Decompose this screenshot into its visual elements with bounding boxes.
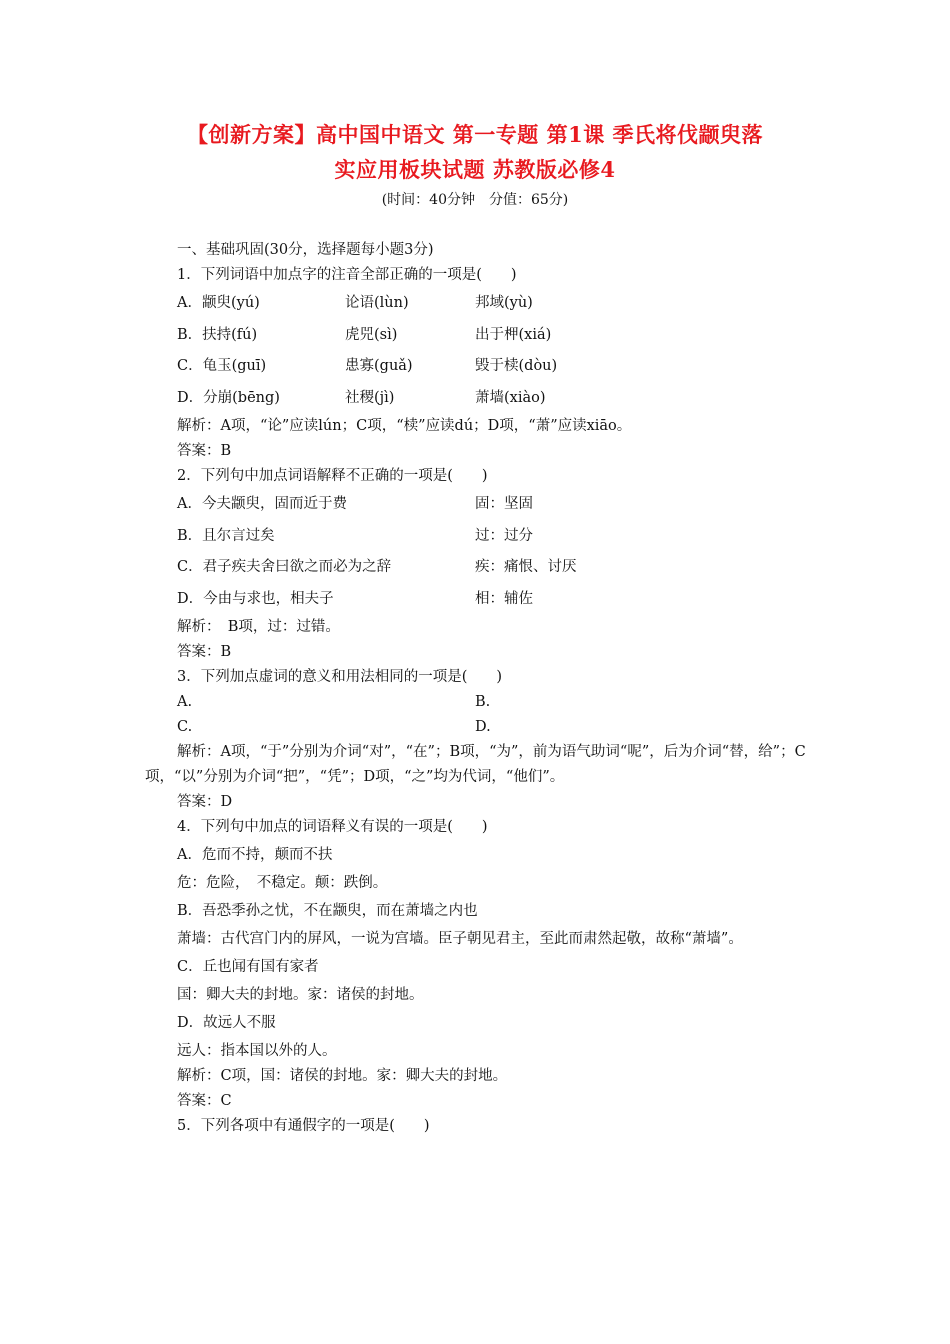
q2-option-a xyxy=(145,489,810,521)
q1-stem: 1．下列词语中加点字的注音全部正确的一项是( ) xyxy=(177,267,517,283)
q2-c-gloss: 疾：痛恨、讨厌 xyxy=(475,559,577,575)
q1-b-2: 虎兕(sì) xyxy=(345,326,398,343)
q3-option-b: B. xyxy=(475,694,491,710)
q3-stem: 3．下列加点虚词的意义和用法相同的一项是( ) xyxy=(177,669,503,685)
q1-analysis: 解析：A项，“论”应读lún；C项，“椟”应读dú；D项，“萧”应读xiāo。 xyxy=(177,418,632,434)
q1-c-3: 毁于椟(dòu) xyxy=(475,358,558,374)
q3-answer: 答案：D xyxy=(177,794,233,810)
q3-option-d: D. xyxy=(475,719,491,735)
q2-a-sentence: A．今夫颛臾，固而近于费 xyxy=(177,496,347,512)
q4-analysis: 解析：C项，国：诸侯的封地。家：卿大夫的封地。 xyxy=(177,1068,508,1084)
q4-option-d: D．故远人不服 xyxy=(177,1015,276,1031)
q4-option-c-note: 国：卿大夫的封地。家：诸侯的封地。 xyxy=(177,987,424,1003)
question-body xyxy=(145,238,810,1139)
q1-option-a xyxy=(145,288,810,320)
q2-d-sentence: D．今由与求也，相夫子 xyxy=(177,590,334,607)
q2-c-sentence: C．君子疾夫舍曰欲之而必为之辞 xyxy=(177,559,392,575)
q1-option-c xyxy=(145,351,810,383)
q2-b-sentence: B．且尔言过矣 xyxy=(177,527,275,544)
q2-answer: 答案：B xyxy=(177,644,232,660)
q4-stem: 4．下列句中加点的词语释义有误的一项是( ) xyxy=(177,819,488,835)
q2-option-c xyxy=(145,552,810,584)
q3-option-a: A. xyxy=(177,694,193,710)
q2-option-d xyxy=(145,584,810,616)
q1-b-1: B．扶持(fú) xyxy=(177,326,258,343)
q1-answer: 答案：B xyxy=(177,443,232,459)
q2-option-b xyxy=(145,521,810,553)
q1-d-2: 社稷(jì) xyxy=(345,389,395,406)
q4-option-b-note: 萧墙：古代宫门内的屏风，一说为宫墙。臣子朝见君主，至此而肃然起敬，故称“萧墙”。 xyxy=(177,931,743,947)
q3-analysis: 解析：A项，“于”分别为介词“对”，“在”；B项，“为”，前为语气助词“呢”，后为介词“替，给”；C项，“以”分别为介词“把”，“凭”；D项，“之”均为代词，“他们”。 xyxy=(145,744,806,785)
q2-analysis: 解析： B项，过：过错。 xyxy=(177,619,340,635)
document-title-line2: 实应用板块试题 苏教版必修4 xyxy=(334,157,616,182)
q2-a-gloss: 固：坚固 xyxy=(475,496,533,512)
q3-options-cd xyxy=(145,715,810,740)
q2-b-gloss: 过：过分 xyxy=(475,527,533,544)
q1-option-d xyxy=(145,383,810,415)
q3-options-ab xyxy=(145,690,810,715)
time-score-info: (时间：40分钟 分值：65分) xyxy=(381,192,569,208)
q5-stem: 5．下列各项中有通假字的一项是( ) xyxy=(177,1118,430,1134)
q1-c-1: C．龟玉(guī) xyxy=(177,358,267,374)
q1-d-1: D．分崩(bēng) xyxy=(177,389,280,406)
q4-answer: 答案：C xyxy=(177,1093,232,1109)
q4-option-a-note: 危：危险， 不稳定。颠：跌倒。 xyxy=(177,875,388,891)
section-heading: 一、基础巩固(30分，选择题每小题3分) xyxy=(177,242,434,258)
q4-option-c: C．丘也闻有国有家者 xyxy=(177,959,319,975)
q3-option-c: C. xyxy=(177,719,193,735)
q4-option-a: A．危而不持，颠而不扶 xyxy=(177,847,333,863)
document-title-line1: 【创新方案】高中国中语文 第一专题 第1课 季氏将伐颛臾落 xyxy=(186,122,764,147)
q4-option-d-note: 远人：指本国以外的人。 xyxy=(177,1043,337,1059)
q2-d-gloss: 相：辅佐 xyxy=(475,590,533,607)
q1-a-2: 论语(lùn) xyxy=(345,295,409,311)
q1-option-b xyxy=(145,320,810,352)
q1-c-2: 患寡(guǎ) xyxy=(345,358,413,374)
q4-option-b: B．吾恐季孙之忧，不在颛臾，而在萧墙之内也 xyxy=(177,903,478,919)
q1-a-3: 邦域(yù) xyxy=(475,295,533,311)
q1-b-3: 出于柙(xiá) xyxy=(475,326,552,343)
q2-stem: 2．下列句中加点词语解释不正确的一项是( ) xyxy=(177,468,488,484)
q1-d-3: 萧墙(xiào) xyxy=(475,389,546,406)
q1-a-1: A．颛臾(yú) xyxy=(177,295,260,311)
